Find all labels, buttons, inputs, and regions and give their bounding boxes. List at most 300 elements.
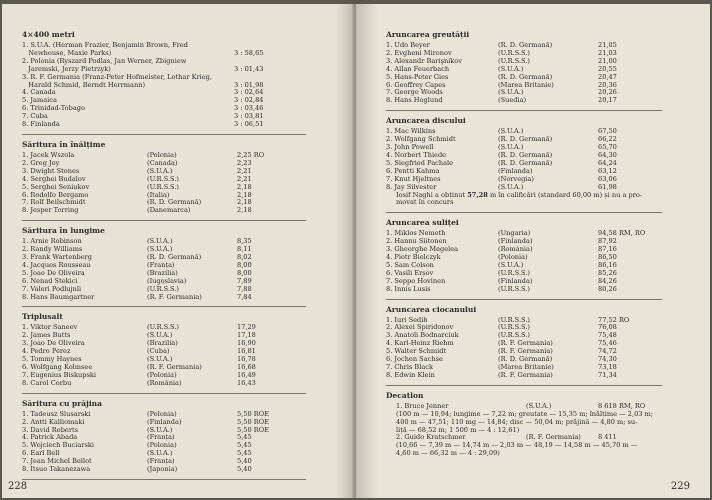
section-title: Săritura în înălțime bbox=[22, 139, 106, 149]
athlete-country: (R. D. Germană) bbox=[498, 151, 553, 159]
athlete-country: (Finlanda) bbox=[147, 418, 182, 426]
athlete-country: (U.R.S.S.) bbox=[498, 269, 531, 277]
result-row bbox=[386, 372, 702, 380]
athlete-name: 6. Wolfgang Kolmsee bbox=[22, 364, 93, 371]
relay-team: 2. Polonia (Ryszard Podlas, Jan Werner, Zbigniew bbox=[22, 56, 187, 65]
result-row bbox=[22, 348, 346, 356]
athlete-name: 8. Hans Hoglund bbox=[386, 97, 443, 105]
athlete-country: (R. D. Germană) bbox=[147, 254, 202, 262]
athlete-result: 20,26 bbox=[598, 88, 617, 97]
relay-team: Jaremski, Jerzy Pietrzyk) bbox=[22, 64, 111, 73]
result-row bbox=[22, 450, 346, 458]
athlete-country: (Japonia) bbox=[147, 466, 178, 474]
athlete-name: 3. Joao De Oliveira bbox=[22, 340, 85, 348]
athlete-name: 8. Jay Silvester bbox=[386, 183, 437, 191]
athlete-result: 8,00 bbox=[237, 260, 252, 269]
athlete-result: 64,24 bbox=[598, 158, 617, 167]
athlete-result: 94,58 RM, RO bbox=[598, 229, 646, 238]
athlete-country: (R. F. Germania) bbox=[147, 293, 202, 301]
athlete-result: 84,26 bbox=[598, 276, 617, 285]
athlete-result: 87,92 bbox=[598, 237, 617, 246]
decathlon-detail: 4,60 m — 66,32 m — 4 : 29,09) bbox=[396, 449, 500, 458]
divider bbox=[386, 299, 662, 300]
relay-line bbox=[22, 89, 346, 97]
athlete-result: 5,50 ROE bbox=[237, 425, 269, 434]
athlete-name: 8. Innis Lusis bbox=[386, 285, 431, 293]
athlete-name: 1. Arnie Robinson bbox=[22, 238, 82, 246]
result-row bbox=[386, 246, 702, 254]
section-title: Aruncarea discului bbox=[386, 116, 466, 126]
result-row bbox=[386, 97, 702, 105]
athlete-result: 76,08 bbox=[598, 323, 617, 332]
result-row bbox=[386, 286, 702, 294]
athlete-name: 4. Piotr Bielczyk bbox=[386, 254, 441, 262]
athlete-country: (S.U.A.) bbox=[147, 167, 173, 175]
athlete-country: (Brazilia) bbox=[147, 269, 178, 277]
athlete-country: (U.R.S.S.) bbox=[498, 57, 531, 65]
result-row bbox=[386, 176, 702, 184]
result-row bbox=[22, 278, 346, 286]
result-row bbox=[386, 82, 702, 90]
athlete-result: 63,12 bbox=[598, 166, 617, 175]
athlete-result: 20,55 bbox=[598, 64, 617, 73]
decathlon-detail: liță — 68,52 m; 1 500 m — 4 : 12,61) bbox=[396, 425, 520, 434]
athlete-name: 7. Eugenius Biskupski bbox=[22, 371, 96, 379]
athlete-name: 7. Jean Michel Bellot bbox=[22, 458, 92, 466]
athlete-result: 2,18 bbox=[237, 198, 252, 207]
result-row bbox=[22, 458, 346, 466]
note-text: movat în concurs bbox=[396, 198, 454, 207]
athlete-name: 7. Seppo Hovinen bbox=[386, 277, 446, 285]
athlete-country: (U.R.S.S.) bbox=[147, 324, 180, 332]
divider bbox=[22, 306, 306, 307]
decathlon-line: 2. Guido Kratschmer (R. F. Germania) 8 411 bbox=[396, 433, 617, 442]
athlete-country: (R. F. Germania) bbox=[147, 364, 202, 371]
athlete-result: 8,00 bbox=[237, 268, 252, 277]
athlete-country: (România) bbox=[498, 246, 533, 254]
athlete-name: 4. Patrick Abada bbox=[22, 434, 78, 442]
athlete-country: (Polonia) bbox=[147, 442, 177, 450]
result-row bbox=[22, 246, 346, 254]
relay-result: 3 : 03,81 bbox=[234, 112, 264, 121]
result-row bbox=[22, 466, 346, 474]
note-text: m în calificări (standard 60,00 m) și nu a pro- bbox=[487, 190, 643, 199]
result-row bbox=[22, 434, 346, 442]
athlete-result: 5,40 bbox=[237, 465, 252, 474]
result-row bbox=[22, 340, 346, 348]
athlete-country: (Brazilia) bbox=[147, 340, 178, 348]
athlete-result: 77,52 RO bbox=[598, 315, 630, 324]
result-row bbox=[22, 207, 346, 215]
athlete-country: (Finlanda) bbox=[498, 167, 533, 175]
athlete-name: 2. James Butts bbox=[22, 332, 71, 340]
result-row bbox=[22, 419, 346, 427]
athlete-country: (Norvegia) bbox=[498, 175, 534, 183]
result-row bbox=[22, 160, 346, 168]
athlete-country: (Polonia) bbox=[498, 254, 528, 262]
athlete-country: (S.U.A.) bbox=[498, 144, 524, 152]
athlete-result: 20,47 bbox=[598, 72, 617, 81]
athlete-result: 7,84 bbox=[237, 292, 252, 301]
athlete-result: 75,46 bbox=[598, 339, 617, 348]
left-sections bbox=[22, 140, 346, 480]
athlete-country: (R. D. Germană) bbox=[498, 159, 553, 167]
athlete-name: 7. George Woods bbox=[386, 89, 443, 97]
athlete-result: 5,45 bbox=[237, 441, 252, 450]
athlete-country: (S.U.A.) bbox=[147, 332, 173, 340]
result-row bbox=[22, 254, 346, 262]
athlete-country: (R. F. Germania) bbox=[498, 340, 553, 348]
athlete-result: 65,70 bbox=[598, 143, 617, 152]
athlete-country: (Polonia) bbox=[147, 371, 177, 379]
athlete-name: 1. Miklos Nemeth bbox=[386, 230, 446, 238]
athlete-result: 17,18 bbox=[237, 331, 256, 340]
result-row bbox=[22, 168, 346, 176]
athlete-result: 16,78 bbox=[237, 355, 256, 364]
athlete-result: 20,36 bbox=[598, 80, 617, 89]
note-text: Iosif Naghi a obținut bbox=[396, 190, 468, 199]
divider bbox=[386, 212, 662, 213]
athlete-name: 3. John Powell bbox=[386, 144, 434, 152]
athlete-name: 4. Pedro Perez bbox=[22, 348, 71, 356]
athlete-country: (Franța) bbox=[147, 458, 175, 466]
result-row bbox=[386, 144, 702, 152]
athlete-name: 2. Hannu Siitonen bbox=[386, 238, 447, 246]
athlete-country: (S.U.A.) bbox=[498, 65, 524, 73]
athlete-name: 5. Serghei Seniukov bbox=[22, 183, 90, 191]
athlete-result: 2,21 bbox=[237, 174, 252, 183]
athlete-name: 5. Joao De Oliveira bbox=[22, 269, 85, 277]
athlete-name: 1. Viktor Saneev bbox=[22, 324, 78, 332]
athlete-country: (S.U.A.) bbox=[498, 89, 524, 97]
result-row bbox=[386, 262, 702, 270]
athlete-country: (Danemarca) bbox=[147, 207, 191, 215]
athlete-name: 4. Norbert Thiede bbox=[386, 151, 447, 159]
result-row bbox=[386, 317, 702, 325]
result-row bbox=[386, 42, 702, 50]
athlete-country: (U.R.S.S.) bbox=[498, 316, 531, 324]
athlete-result: 21,05 bbox=[598, 41, 617, 49]
section-title-decathlon: Decatlon bbox=[386, 390, 424, 400]
result-row bbox=[386, 128, 702, 136]
decathlon-line: 1. Bruce Jenner (S.U.A.) 8 618 RM, RO bbox=[396, 401, 646, 410]
athlete-result: 7,88 bbox=[237, 284, 252, 293]
athlete-name: 2. Wolfgang Schmidt bbox=[386, 136, 456, 144]
athlete-name: 2. Randy Williams bbox=[22, 246, 83, 254]
athlete-country: (R. F. Germania) bbox=[498, 348, 553, 356]
relay-team: 5. Jamaica bbox=[22, 96, 57, 105]
athlete-country: (România) bbox=[147, 379, 182, 387]
divider bbox=[386, 110, 662, 111]
result-row bbox=[22, 324, 346, 332]
athlete-result: 71,34 bbox=[598, 370, 617, 379]
right-sections bbox=[386, 30, 702, 386]
athlete-name: 6. Nenad Stekici bbox=[22, 277, 78, 285]
relay-team: Harald Schmid, Berndt Herrmann) bbox=[22, 80, 146, 89]
gutter-shadow bbox=[356, 4, 378, 498]
relay-line bbox=[22, 113, 346, 121]
athlete-name: 8. Hans Baumgartner bbox=[22, 293, 95, 301]
divider bbox=[22, 393, 306, 394]
athlete-name: 2. Evgheni Mironov bbox=[386, 49, 452, 57]
athlete-country: (Finlanda) bbox=[498, 277, 533, 285]
athlete-name: 4. Karl-Heinz Riehm bbox=[386, 340, 454, 348]
athlete-result: 17,29 bbox=[237, 323, 256, 332]
result-row bbox=[386, 332, 702, 340]
athlete-country: (Franța) bbox=[147, 261, 175, 269]
result-row bbox=[22, 238, 346, 246]
athlete-result: 5,50 ROE bbox=[237, 409, 269, 418]
relay-results bbox=[22, 42, 346, 129]
result-row bbox=[22, 286, 346, 294]
athlete-country: (R. D. Germană) bbox=[147, 199, 202, 207]
result-row bbox=[386, 254, 702, 262]
athlete-result: 75,48 bbox=[598, 331, 617, 340]
athlete-name: 8. Itsuo Takanezawa bbox=[22, 466, 91, 474]
athlete-result: 16,68 bbox=[237, 363, 256, 371]
result-row bbox=[386, 278, 702, 286]
divider bbox=[22, 134, 306, 135]
relay-team: 1. S.U.A. (Herman Frazier, Benjamin Brown, Fred bbox=[22, 41, 189, 49]
athlete-name: 5. Hans-Peter Gies bbox=[386, 73, 449, 81]
athlete-result: 21,03 bbox=[598, 48, 617, 57]
result-row bbox=[386, 356, 702, 364]
athlete-name: 7. Knut Hjeltnes bbox=[386, 175, 441, 183]
athlete-country: (R. D. Germană) bbox=[498, 42, 553, 49]
athlete-country: (Polonia) bbox=[147, 410, 177, 418]
athlete-result: 5,45 bbox=[237, 449, 252, 458]
athlete-name: 6. Earl Bell bbox=[22, 450, 60, 458]
athlete-name: 6. Vasili Erșov bbox=[386, 269, 434, 277]
athlete-result: 2,21 bbox=[237, 166, 252, 175]
relay-line bbox=[22, 82, 346, 90]
athlete-name: 4. Allan Feuerbach bbox=[386, 65, 450, 73]
athlete-result: 16,90 bbox=[237, 339, 256, 348]
result-row bbox=[22, 411, 346, 419]
athlete-name: 2. Antti Kalliomaki bbox=[22, 418, 85, 426]
athlete-name: 5. Tommy Haynes bbox=[22, 356, 82, 364]
athlete-result: 7,89 bbox=[237, 276, 252, 285]
athlete-name: 5. Sam Colson bbox=[386, 261, 434, 269]
athlete-result: 16,49 bbox=[237, 370, 256, 379]
left-page bbox=[2, 4, 354, 498]
athlete-name: 5. Walter Schmidt bbox=[386, 348, 447, 356]
athlete-country: (Cuba) bbox=[147, 348, 170, 356]
athlete-country: (Canada) bbox=[147, 159, 178, 167]
athlete-country: (Polonia) bbox=[147, 151, 177, 159]
decathlon-detail: 400 m — 47,51; 110 mg — 14,84; disc — 50,04 m; prăjină — 4,80 m; su- bbox=[396, 417, 638, 426]
relay-team: 4. Canada bbox=[22, 88, 56, 97]
athlete-country: (R. F. Germania) bbox=[498, 371, 553, 379]
result-row bbox=[22, 442, 346, 450]
section-title: Aruncarea greutății bbox=[386, 30, 470, 39]
athlete-result: 2,25 RO bbox=[237, 150, 265, 159]
athlete-country: (S.U.A.) bbox=[498, 261, 524, 269]
athlete-name: 8. Jesper Torring bbox=[22, 207, 79, 215]
athlete-country: (S.U.A.) bbox=[147, 356, 173, 364]
athlete-country: (U.R.S.S.) bbox=[498, 49, 531, 57]
athlete-result: 16,43 bbox=[237, 378, 256, 387]
athlete-name: 4. Jacques Rousseau bbox=[22, 261, 91, 269]
athlete-name: 3. Gheorghe Megelea bbox=[386, 246, 459, 254]
athlete-result: 5,50 ROE bbox=[237, 417, 269, 426]
result-row bbox=[22, 199, 346, 207]
divider bbox=[22, 220, 306, 221]
result-row bbox=[22, 152, 346, 160]
relay-result: 3 : 58,65 bbox=[234, 48, 264, 57]
athlete-country: (U.R.S.S.) bbox=[498, 324, 531, 332]
athlete-result: 74,30 bbox=[598, 355, 617, 364]
result-row bbox=[386, 230, 702, 238]
athlete-result: 73,18 bbox=[598, 363, 617, 371]
athlete-result: 80,26 bbox=[598, 284, 617, 293]
athlete-country: (Finlanda) bbox=[498, 238, 533, 246]
result-row bbox=[386, 50, 702, 58]
athlete-country: (Suedia) bbox=[498, 97, 527, 105]
athlete-result: 16,81 bbox=[237, 347, 256, 356]
result-row bbox=[386, 348, 702, 356]
athlete-name: 8. Edwin Klein bbox=[386, 371, 435, 379]
result-row bbox=[22, 427, 346, 435]
page-number: 228 bbox=[8, 481, 28, 492]
result-row bbox=[386, 160, 702, 168]
athlete-result: 66,22 bbox=[598, 135, 617, 144]
section-title-relay: 4×400 metri bbox=[22, 30, 75, 39]
relay-result: 3 : 06,51 bbox=[234, 120, 264, 129]
divider bbox=[22, 479, 306, 480]
athlete-result: 20,17 bbox=[598, 96, 617, 105]
section-title: Săritura cu prăjina bbox=[22, 398, 102, 408]
athlete-name: 1. Iuri Sedih bbox=[386, 316, 428, 324]
athlete-name: 5. Wojciech Buciarski bbox=[22, 442, 94, 450]
athlete-result: 8,35 bbox=[237, 237, 252, 246]
athlete-result: 61,98 bbox=[598, 182, 617, 191]
result-row bbox=[386, 270, 702, 278]
athlete-result: 85,26 bbox=[598, 268, 617, 277]
athlete-result: 74,72 bbox=[598, 347, 617, 356]
athlete-country: (S.U.A.) bbox=[147, 450, 173, 458]
relay-result: 3 : 03,46 bbox=[234, 104, 264, 113]
athlete-country: (Franța) bbox=[147, 434, 175, 442]
relay-result: 3 : 01,43 bbox=[234, 64, 264, 73]
athlete-name: 1. Mac Wilkins bbox=[386, 128, 436, 136]
athlete-name: 6. Jochen Sachse bbox=[386, 356, 443, 364]
athlete-name: 3. Dwight Stones bbox=[22, 167, 80, 175]
athlete-name: 1. Jacek Wszola bbox=[22, 151, 75, 159]
result-row bbox=[386, 89, 702, 97]
section-title: Triplusalt bbox=[22, 312, 63, 322]
athlete-result: 8,11 bbox=[237, 245, 252, 254]
athlete-result: 2,18 bbox=[237, 206, 252, 215]
athlete-name: 5. Siegfried Pachale bbox=[386, 159, 454, 167]
relay-team: Newhouse, Maxie Parks) bbox=[22, 48, 112, 57]
athlete-country: (S.U.A.) bbox=[147, 238, 173, 246]
athlete-result: 8,02 bbox=[237, 253, 252, 262]
athlete-result: 86,16 bbox=[598, 260, 617, 269]
result-row bbox=[22, 356, 346, 364]
athlete-country: (U.R.S.S.) bbox=[147, 285, 180, 293]
athlete-result: 2,23 bbox=[237, 158, 252, 167]
athlete-name: 4. Serghei Budalov bbox=[22, 175, 86, 183]
athlete-country: (S.U.A.) bbox=[498, 183, 524, 191]
athlete-country: (Italia) bbox=[147, 191, 170, 199]
athlete-name: 3. Alexandr Barişnikov bbox=[386, 57, 462, 65]
athlete-name: 1. Tadeusz Slusarski bbox=[22, 410, 91, 418]
athlete-country: (Marea Britanie) bbox=[498, 81, 554, 89]
result-row bbox=[22, 380, 346, 388]
result-row bbox=[386, 136, 702, 144]
athlete-name: 3. Frank Wartenberg bbox=[22, 254, 92, 262]
section-title: Aruncarea ciocanului bbox=[386, 304, 477, 314]
relay-team: 6. Trinidad-Tobago bbox=[22, 104, 85, 113]
relay-result: 3 : 02,64 bbox=[234, 88, 264, 97]
athlete-result: 86,50 bbox=[598, 253, 617, 262]
athlete-country: (U.R.S.S.) bbox=[147, 183, 180, 191]
athlete-country: (Iugoslavia) bbox=[147, 277, 187, 285]
athlete-result: 64,30 bbox=[598, 150, 617, 159]
result-row bbox=[22, 332, 346, 340]
athlete-name: 1. Udo Beyer bbox=[386, 42, 430, 49]
relay-result: 3 : 01,98 bbox=[234, 80, 264, 89]
section-title: Aruncarea suliței bbox=[386, 218, 459, 228]
athlete-name: 7. Chris Black bbox=[386, 364, 433, 371]
athlete-name: 2. Alexei Spiridonov bbox=[386, 324, 454, 332]
athlete-result: 87,16 bbox=[598, 245, 617, 254]
result-row bbox=[22, 184, 346, 192]
page-number: 229 bbox=[670, 481, 690, 492]
athlete-name: 3. Anatoli Bodnarciuk bbox=[386, 332, 459, 340]
athlete-country: (U.R.S.S.) bbox=[147, 175, 180, 183]
result-row bbox=[386, 238, 702, 246]
result-row bbox=[386, 74, 702, 82]
result-row bbox=[386, 364, 702, 372]
result-row bbox=[386, 168, 702, 176]
result-row bbox=[386, 66, 702, 74]
athlete-name: 6. Rodolfo Bergamo bbox=[22, 191, 89, 199]
athlete-name: 8. Carol Corbu bbox=[22, 379, 72, 387]
relay-line bbox=[22, 105, 346, 113]
section-title: Săritura în lungime bbox=[22, 226, 105, 236]
athlete-name: 3. David Roberts bbox=[22, 426, 78, 434]
athlete-result: 5,45 bbox=[237, 433, 252, 442]
athlete-country: (Ungaria) bbox=[498, 230, 531, 238]
athlete-result: 67,50 bbox=[598, 127, 617, 136]
decathlon-detail: (10,66 — 7,39 m — 14,74 m — 2,03 m — 48,19 — 14,58 m — 45,70 m — bbox=[396, 441, 638, 450]
result-row bbox=[386, 58, 702, 66]
athlete-name: 7. Valeri Podlujnîi bbox=[22, 285, 82, 293]
athlete-country: (Marea Britanie) bbox=[498, 364, 554, 371]
athlete-result: 63,06 bbox=[598, 174, 617, 183]
athlete-country: (U.R.S.S.) bbox=[498, 285, 531, 293]
result-row bbox=[22, 262, 346, 270]
relay-team: 3. R. F. Germania (Franz-Peter Hofmeister, Lothar Krieg, bbox=[22, 72, 212, 81]
athlete-country: (S.U.A.) bbox=[498, 128, 524, 136]
divider bbox=[386, 385, 662, 386]
result-row bbox=[22, 176, 346, 184]
athlete-result: 2,18 bbox=[237, 190, 252, 199]
athlete-country: (R. D. Germană) bbox=[498, 356, 553, 364]
result-row bbox=[386, 324, 702, 332]
result-row bbox=[22, 364, 346, 372]
athlete-result: 2,18 bbox=[237, 182, 252, 191]
result-row bbox=[386, 152, 702, 160]
result-row bbox=[22, 270, 346, 278]
relay-team: 7. Cuba bbox=[22, 112, 48, 121]
note-value: 57,28 bbox=[467, 190, 488, 199]
athlete-result: 21,00 bbox=[598, 56, 617, 65]
athlete-country: (U.R.S.S.) bbox=[498, 332, 531, 340]
athlete-result: 5,40 bbox=[237, 457, 252, 466]
